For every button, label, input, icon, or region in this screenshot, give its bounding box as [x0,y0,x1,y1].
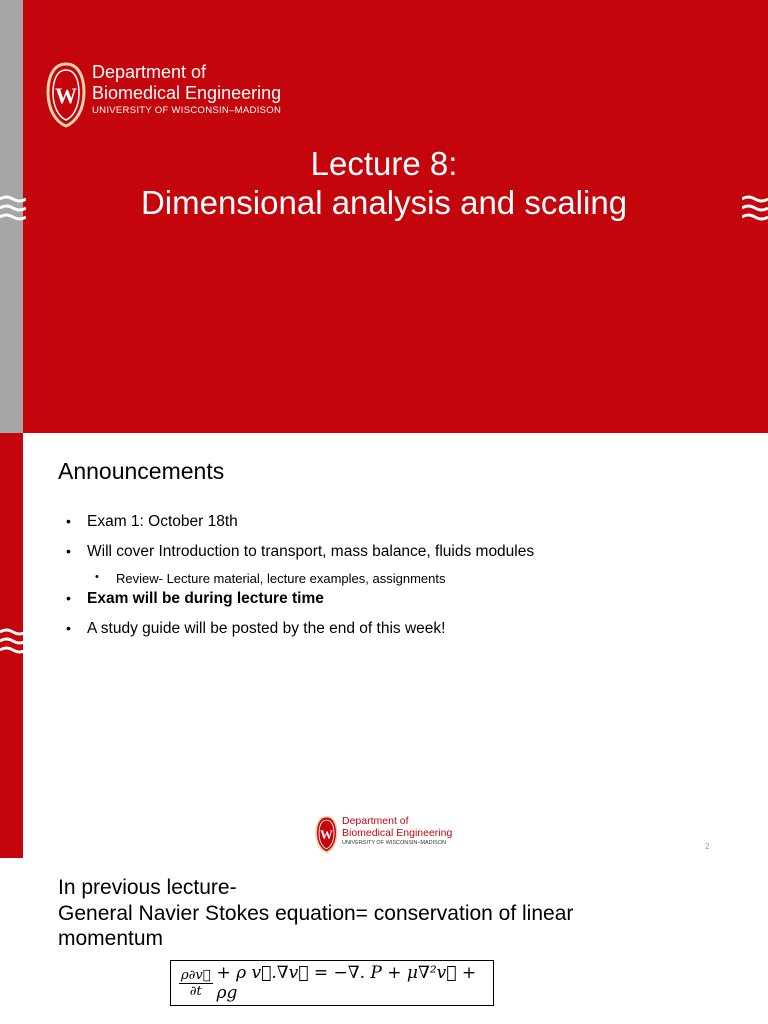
list-item [66,543,534,561]
list-item-text: Review- Lecture material, lecture examples, assignments [116,571,446,586]
list-item [66,590,534,608]
logo-line-3: UNIVERSITY OF WISCONSIN–MADISON [92,105,282,116]
equation-fraction [179,968,213,999]
wave-icon [742,193,768,223]
logo-line-3: UNIVERSITY OF WISCONSIN–MADISON [342,840,447,846]
logo-line-2: Biomedical Engineering [92,83,282,103]
navier-stokes-slide [0,858,768,1024]
slide-title-line-1: Lecture 8: [310,145,458,182]
list-item-text: Will cover Introduction to transport, mass balance, fluids modules [87,543,535,560]
department-logo-footer [315,815,452,854]
announcement-list [66,513,534,638]
bullet-icon: • [95,571,99,583]
list-item [95,571,534,586]
slide-text-line-3: momentum [58,927,164,950]
bullet-icon: • [66,620,71,636]
bullet-icon: • [66,590,71,606]
uw-crest-icon [46,62,86,128]
list-item-text: A study guide will be posted by the end of this week! [87,620,446,637]
logo-line-1: Department of [342,815,409,827]
list-item-text: Exam will be during lecture time [87,590,324,607]
bullet-icon: • [66,543,71,559]
announcements-heading: Announcements [58,458,225,484]
department-logo [46,62,281,128]
fraction-denominator: ∂t [189,983,202,999]
title-slide [0,0,768,433]
svg-text:W: W [320,828,333,843]
navier-stokes-equation [170,960,494,1006]
announcements-slide [0,433,768,858]
list-item-text: Exam 1: October 18th [87,513,238,530]
wave-icon [0,193,26,223]
wave-icon [0,626,26,656]
svg-text:W: W [55,83,77,108]
slide-text-line-2: General Navier Stokes equation= conservation of linear [58,902,574,925]
slide-title-line-2: Dimensional analysis and scaling [140,184,628,221]
equation-rest: + ρ v⃗.∇v⃗ = −∇. P + μ∇²v⃗ + ρg [216,963,477,1003]
logo-line-1: Department of [92,62,207,82]
uw-crest-icon [315,815,338,854]
page-number: 2 [705,842,710,851]
logo-line-2: Biomedical Engineering [342,827,453,839]
bullet-icon: • [66,513,71,529]
list-item [66,620,534,638]
fraction-numerator: ρ∂v⃗ [181,967,211,983]
list-item [66,513,534,531]
slide-text-line-1: In previous lecture- [58,876,237,899]
